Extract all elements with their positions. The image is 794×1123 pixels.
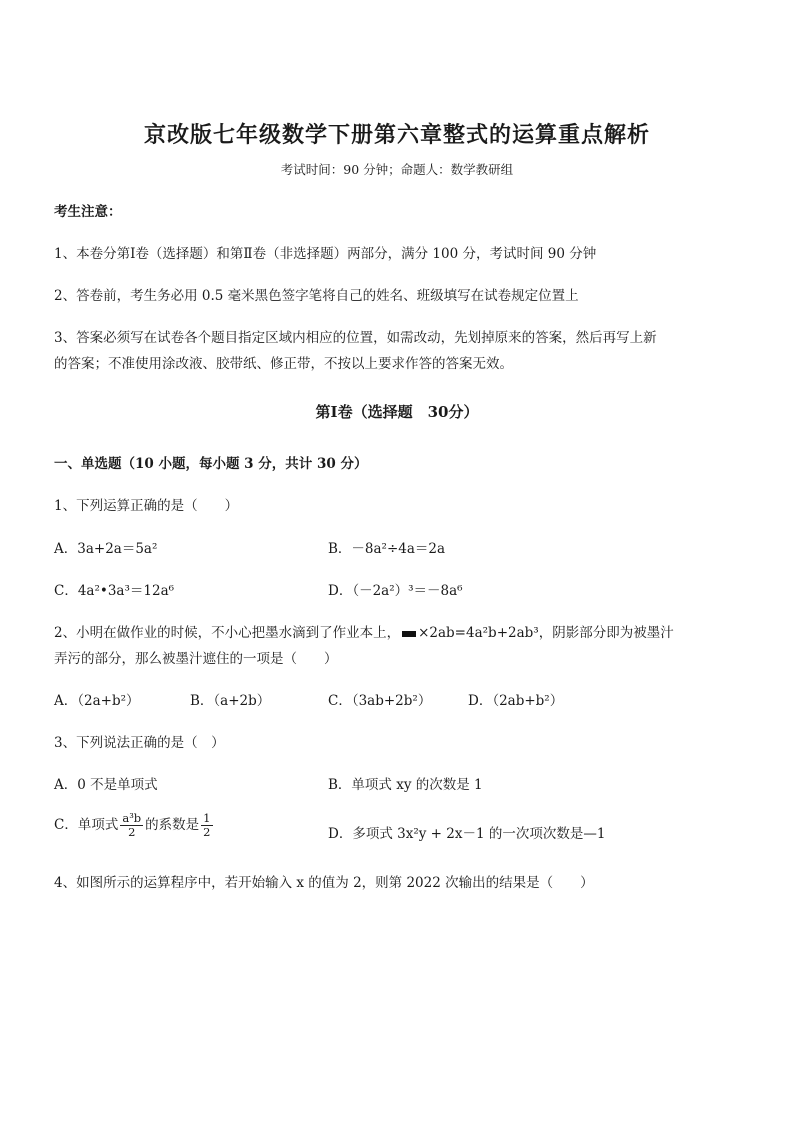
q2-option-a: A．（2a+b²） [54, 693, 140, 709]
monomial-fraction [120, 812, 143, 839]
coefficient-numerator: 1 [203, 811, 211, 825]
notice-heading: 考生注意： [54, 204, 122, 220]
monomial-numerator: a³b [122, 811, 142, 825]
coefficient-denominator: 2 [203, 825, 211, 840]
question-4-stem: 4、如图所示的运算程序中，若开始输入 x 的值为 2，则第 2022 次输出的结果是（ ） [54, 875, 594, 891]
notice-item-3-line2: 的答案；不准使用涂改液、胶带纸、修正带，不按以上要求作答的答案无效。 [54, 356, 513, 372]
exam-info: 考试时间：90 分钟；命题人：数学教研组 [280, 162, 514, 177]
q3-option-d: D．多项式 3x²y + 2x－1 的一次项次数是—1 [328, 826, 606, 842]
q1-option-a: A．3a+2a＝5a² [54, 541, 158, 557]
q2-option-c: C．（3ab+2b²） [328, 693, 432, 709]
question-2-stem-line2: 弄污的部分，那么被墨汁遮住的一项是（ ） [54, 651, 338, 667]
q2-option-d: D．（2ab+b²） [468, 693, 564, 709]
q1-option-b: B．－8a²÷4a＝2a [328, 541, 446, 557]
q2-option-b: B．（a+2b） [190, 693, 271, 709]
q2-stem-pre: 2、小明在做作业的时候，不小心把墨水滴到了作业本上， [54, 625, 401, 641]
q1-option-c: C．4a²•3a³＝12a⁶ [54, 583, 175, 599]
notice-item-2: 2、答卷前，考生务必用 0.5 毫米黑色签字笔将自己的姓名、班级填写在试卷规定位置上 [54, 288, 579, 304]
page-title: 京改版七年级数学下册第六章整式的运算重点解析 [143, 122, 650, 148]
monomial-denominator: 2 [128, 825, 136, 840]
q1-option-d: D．（－2a²）³＝－8a⁶ [328, 583, 463, 599]
q3-option-b: B．单项式 xy 的次数是 1 [328, 777, 483, 793]
part-heading: 一、单选题（10 小题，每小题 3 分，共计 30 分） [54, 456, 368, 472]
question-3-stem: 3、下列说法正确的是（ ） [54, 735, 225, 751]
q3-option-c-middle: 的系数是 [145, 817, 200, 834]
section-title: 第Ⅰ卷（选择题 30分） [315, 403, 479, 421]
notice-item-1: 1、本卷分第Ⅰ卷（选择题）和第Ⅱ卷（非选择题）两部分，满分 100 分，考试时间 90 分钟 [54, 246, 597, 262]
q3-option-c-prefix: C．单项式 [54, 817, 119, 834]
notice-item-3-line1: 3、答案必须写在试卷各个题目指定区域内相应的位置，如需改动，先划掉原来的答案，然后再写上新 [54, 330, 657, 346]
q3-option-c [54, 812, 215, 839]
ink-blot-icon [402, 631, 416, 637]
coefficient-fraction [201, 812, 212, 839]
question-1-stem: 1、下列运算正确的是（ ） [54, 498, 239, 514]
q2-stem-post: ×2ab=4a²b+2ab³，阴影部分即为被墨汁 [418, 625, 674, 641]
question-2-stem-line1 [54, 621, 674, 641]
q3-option-a: A．0 不是单项式 [54, 777, 158, 793]
